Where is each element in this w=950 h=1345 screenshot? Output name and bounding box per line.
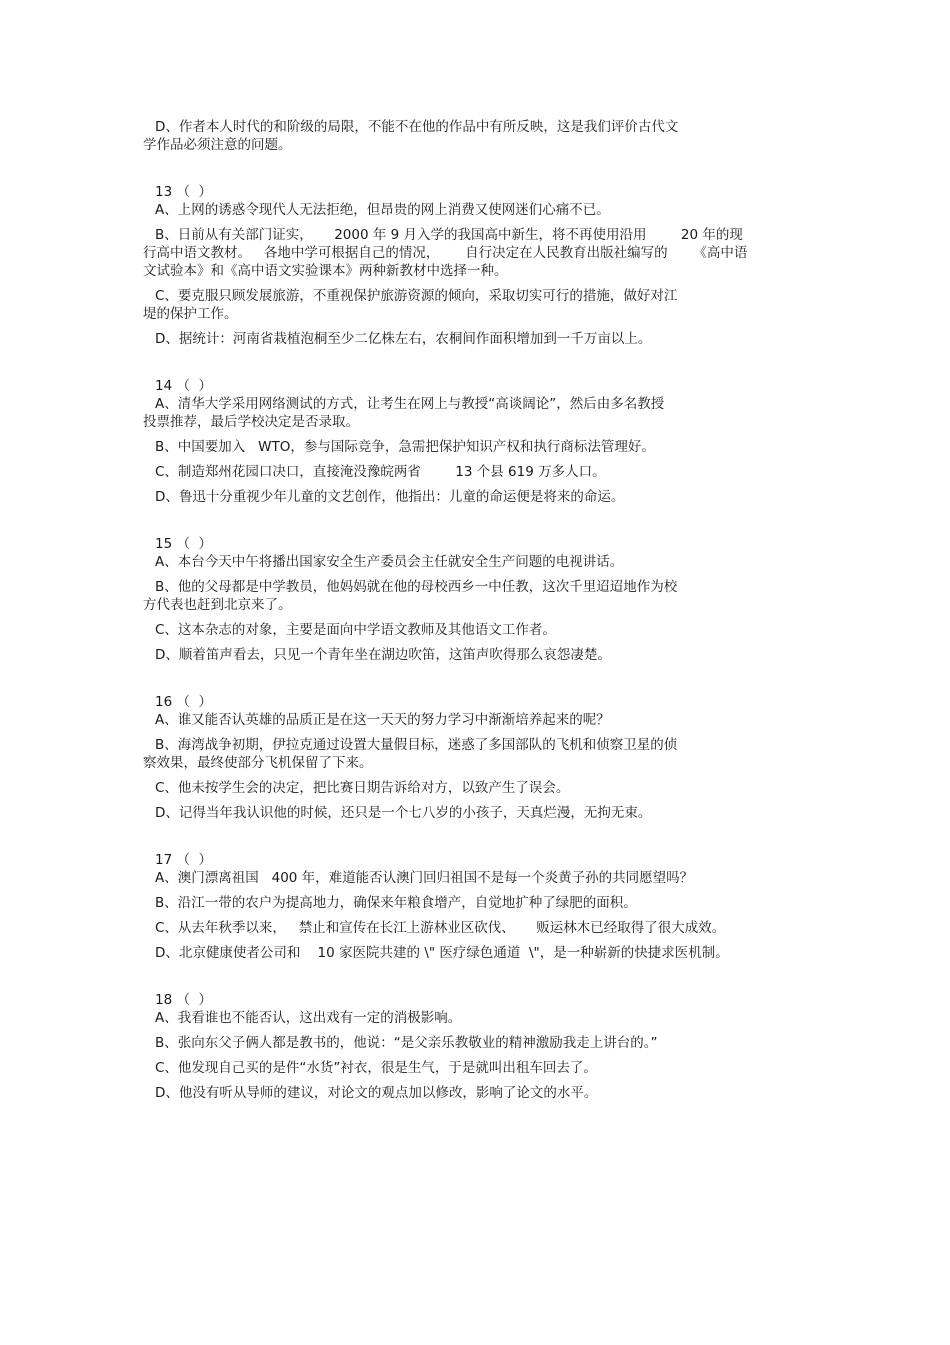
option-line: A、澳门漂离祖国 400 年，难道能否认澳门回归祖国不是每一个炎黄子孙的共同愿望吗？	[155, 870, 694, 886]
option-line: D、鲁迅十分重视少年儿童的文艺创作，他指出：儿童的命运便是将来的命运。	[155, 489, 625, 505]
option-line: D、北京健康使者公司和 10 家医院共建的 \" 医疗绿色通道 \"，是一种崭新的快捷求医机制。	[155, 945, 729, 961]
question-number: 18 （ ）	[155, 992, 213, 1008]
option-line: D、他没有听从导师的建议，对论文的观点加以修改，影响了论文的水平。	[155, 1085, 598, 1101]
option-line: B、张向东父子俩人都是教书的，他说：“是父亲乐教敬业的精神激励我走上讲台的。”	[155, 1035, 658, 1051]
option-line: B、海湾战争初期，伊拉克通过设置大量假目标，迷惑了多国部队的飞机和侦察卫星的侦	[155, 737, 678, 753]
question-block	[143, 535, 823, 664]
option-line: C、这本杂志的对象，主要是面向中学语文教师及其他语文工作者。	[155, 622, 556, 638]
question-option	[143, 438, 823, 456]
option-line: C、要克服只顾发展旅游，不重视保护旅游资源的倾向，采取切实可行的措施，做好对江	[155, 288, 678, 304]
question-option	[143, 1084, 823, 1102]
question-option	[143, 1059, 823, 1077]
question-option	[143, 553, 823, 571]
question-option	[143, 869, 823, 887]
question-option	[143, 779, 823, 797]
question-number: 16 （ ）	[155, 694, 213, 710]
option-line: 投票推荐，最后学校决定是否录取。	[143, 414, 359, 430]
option-line: B、日前从有关部门证实， 2000 年 9 月入学的我国高中新生，将不再使用沿用 20 年的现	[155, 227, 743, 243]
option-line: C、从去年秋季以来， 禁止和宣传在长江上游林业区砍伐、 贩运林木已经取得了很大成效。	[155, 920, 726, 936]
question-number: 13 （ ）	[155, 184, 213, 200]
question-option	[143, 463, 823, 481]
question-option	[143, 736, 823, 772]
question-option	[143, 646, 823, 664]
option-line: 察效果，最终使部分飞机保留了下来。	[143, 755, 373, 771]
intro-line: D、作者本人时代的和阶级的局限，不能不在他的作品中有所反映，这是我们评价古代文	[155, 119, 679, 135]
option-line: B、沿江一带的农户为提高地力，确保来年粮食增产，自觉地扩种了绿肥的面积。	[155, 895, 637, 911]
question-number: 14 （ ）	[155, 378, 213, 394]
option-line: D、据统计：河南省栽植泡桐至少二亿株左右，农桐间作面积增加到一千万亩以上。	[155, 331, 652, 347]
question-block	[143, 377, 823, 506]
document-content	[143, 118, 823, 1102]
option-line: C、制造郑州花园口决口，直接淹没豫皖两省 13 个县 619 万多人口。	[155, 464, 606, 480]
option-line: A、本台今天中午将播出国家安全生产委员会主任就安全生产问题的电视讲话。	[155, 554, 624, 570]
intro-option	[143, 118, 823, 154]
option-line: A、上网的诱惑令现代人无法拒绝，但昂贵的网上消费又使网迷们心痛不已。	[155, 202, 610, 218]
option-line: 方代表也赶到北京来了。	[143, 597, 292, 613]
question-number: 15 （ ）	[155, 536, 213, 552]
question-option	[143, 287, 823, 323]
question-option	[143, 621, 823, 639]
option-line: 堤的保护工作。	[143, 306, 238, 322]
option-line: B、他的父母都是中学教员，他妈妈就在他的母校西乡一中任教，这次千里迢迢地作为校	[155, 579, 678, 595]
question-option	[143, 711, 823, 729]
question-option	[143, 201, 823, 219]
question-block	[143, 183, 823, 348]
question-block	[143, 991, 823, 1102]
question-option	[143, 1009, 823, 1027]
option-line: A、我看谁也不能否认，这出戏有一定的消极影响。	[155, 1010, 462, 1026]
question-number: 17 （ ）	[155, 852, 213, 868]
question-option	[143, 330, 823, 348]
question-option	[143, 578, 823, 614]
question-option	[143, 804, 823, 822]
option-line: C、他发现自己买的是件“水货”衬衣，很是生气，于是就叫出租车回去了。	[155, 1060, 597, 1076]
question-option	[143, 919, 823, 937]
option-line: 行高中语文教材。 各地中学可根据自己的情况， 自行决定在人民教育出版社编写的 《高中语	[143, 245, 748, 261]
option-line: C、他未按学生会的决定，把比赛日期告诉给对方，以致产生了误会。	[155, 780, 570, 796]
question-list	[143, 183, 823, 1102]
option-line: A、谁又能否认英雄的品质正是在这一天天的努力学习中渐渐培养起来的呢？	[155, 712, 610, 728]
question-option	[143, 944, 823, 962]
option-line: 文试验本》和《高中语文实验课本》两种新教材中选择一种。	[143, 263, 508, 279]
option-line: D、顺着笛声看去，只见一个青年坐在湖边吹笛，这笛声吹得那么哀怨凄楚。	[155, 647, 611, 663]
option-line: A、清华大学采用网络测试的方式，让考生在网上与教授“高谈阔论”，然后由多名教授	[155, 396, 665, 412]
question-block	[143, 693, 823, 822]
question-option	[143, 488, 823, 506]
option-line: D、记得当年我认识他的时候，还只是一个七八岁的小孩子，天真烂漫，无拘无束。	[155, 805, 652, 821]
question-option	[143, 395, 823, 431]
question-block	[143, 851, 823, 962]
question-option	[143, 894, 823, 912]
intro-line: 学作品必须注意的问题。	[143, 137, 292, 153]
option-line: B、中国要加入 WTO，参与国际竞争，急需把保护知识产权和执行商标法管理好。	[155, 439, 655, 455]
question-option	[143, 1034, 823, 1052]
question-option	[143, 226, 823, 280]
